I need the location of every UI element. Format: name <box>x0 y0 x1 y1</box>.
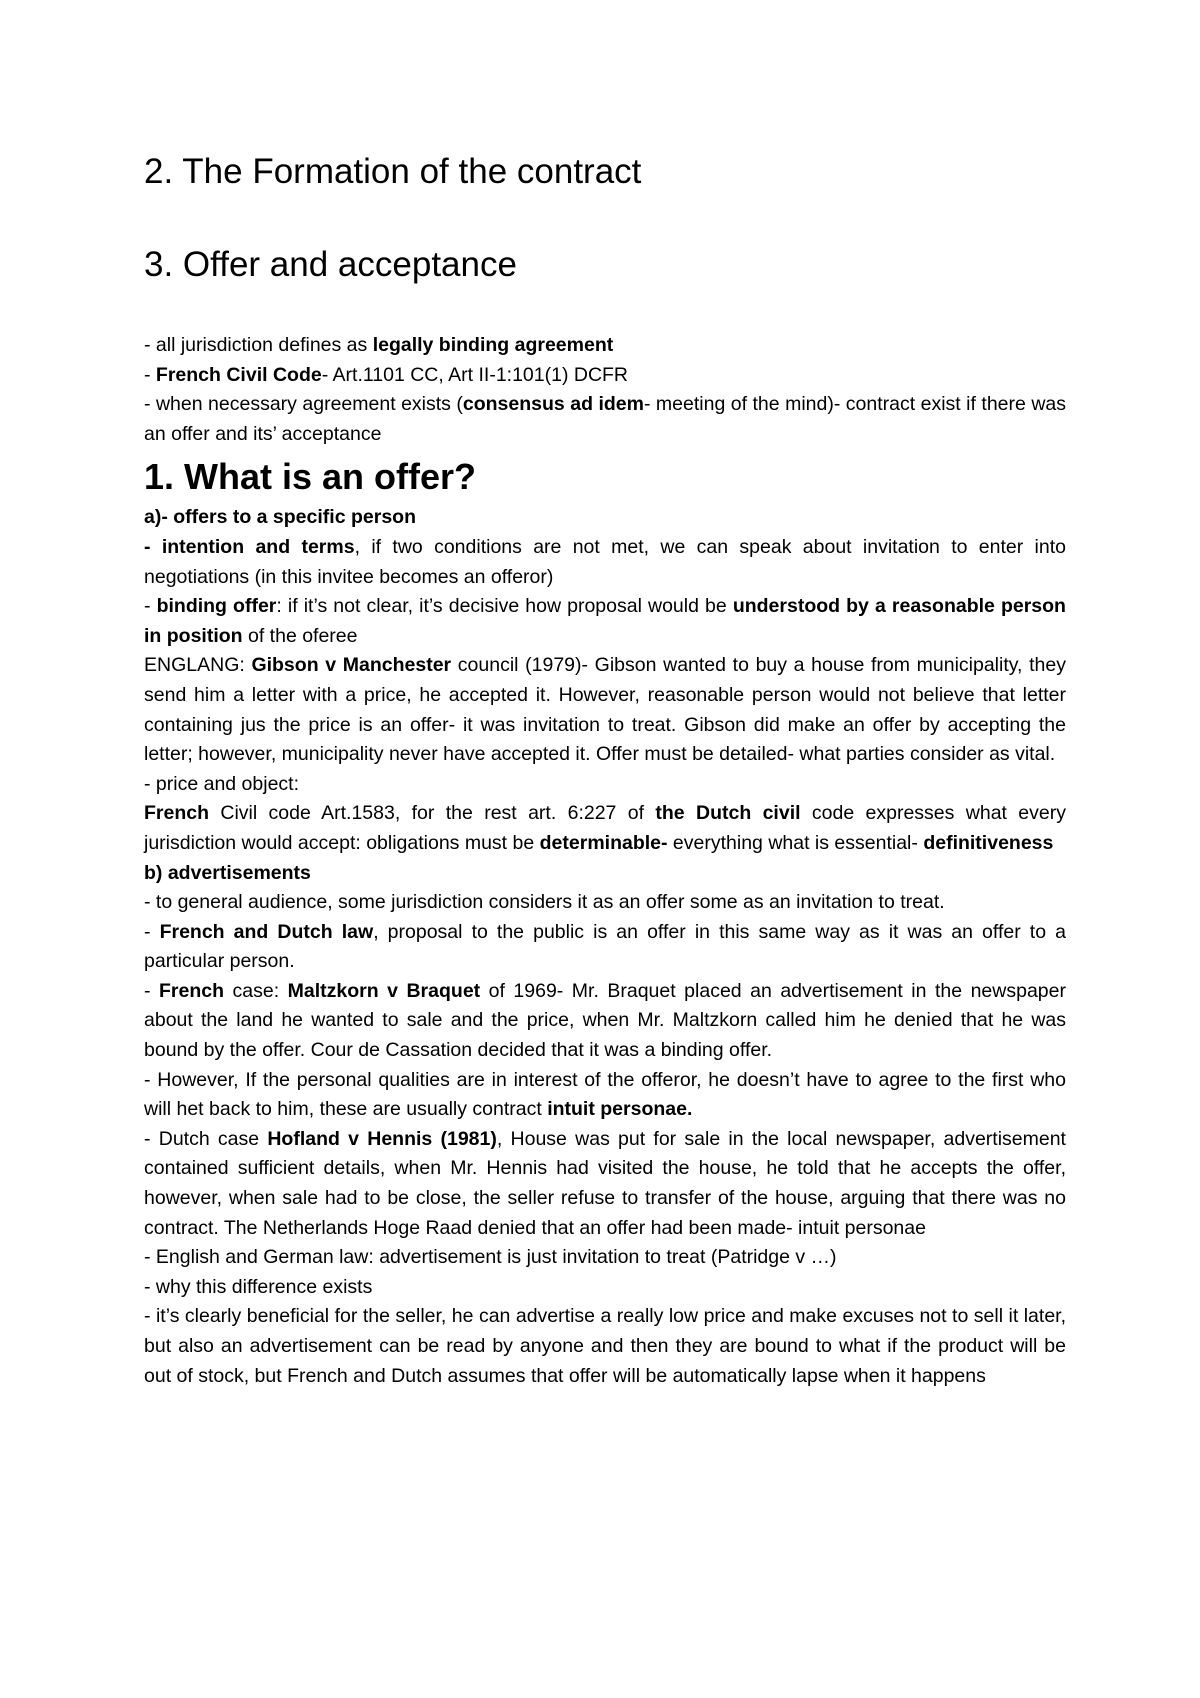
heading-what-is-offer: 1. What is an offer? <box>144 456 477 498</box>
text-run: - However, If the personal qualities are in interest of the offeror, he doesn’t have to agree to the first who will het back to him, these are usually contract <box>144 1068 1066 1121</box>
offer-section-paragraphs <box>144 503 1066 1391</box>
paragraph <box>144 592 1066 651</box>
paragraph <box>144 331 1066 361</box>
text-run: - price and object: <box>144 772 300 795</box>
paragraph <box>144 859 1066 889</box>
text-run: - to general audience, some jurisdiction considers it as an offer some as an invitation to treat. <box>144 891 945 914</box>
bold-text: definitiveness <box>923 831 1054 854</box>
bold-text: French and Dutch law <box>159 920 374 943</box>
document-content <box>144 138 1066 1391</box>
text-run: everything what is essential- <box>667 831 924 854</box>
text-run: council (1979)- Gibson wanted to buy a house from municipality, they send him a letter with a price, he accepted it. However, reasonable person would not believe that letter containing jus the price is an offer- it was invitation to treat. Gibson did make an offer by accepting the letter; however, municipality never have accepted it. Offer must be detailed- what parties consider as vital. <box>144 654 1066 766</box>
paragraph <box>144 918 1066 977</box>
text-run: - all jurisdiction defines as <box>144 334 373 356</box>
bold-text: - intention and terms <box>144 535 355 558</box>
bold-text: French <box>144 802 210 825</box>
text-run: of 1969- Mr. Braquet placed an advertisement in the newspaper about the land he wanted to sale and the price, when Mr. Maltzkorn called him he denied that he was bound by the offer. Cour de Cassation decided that it was a binding offer. <box>144 979 1066 1062</box>
paragraph <box>144 390 1066 449</box>
text-run: , House was put for sale in the local newspaper, advertisement contained sufficient details, when Mr. Hennis had visited the house, he told that he accepts the offer, however, when sale had to be close, the seller refuse to transfer of the house, arguing that there was no contract. The Netherlands Hoge Raad denied that an offer had been made- intuit personae <box>144 1127 1066 1239</box>
text-run: - <box>144 595 157 618</box>
text-run: code expresses what every jurisdiction would accept: obligations must be <box>144 802 1066 854</box>
paragraph <box>144 1125 1066 1243</box>
text-run: of the oferee <box>242 624 358 647</box>
text-run: : if it’s not clear, it’s decisive how proposal would be <box>276 595 733 618</box>
paragraph <box>144 799 1066 858</box>
text-run: - <box>144 920 160 943</box>
bold-text: legally binding agreement <box>372 334 614 356</box>
paragraph <box>144 1066 1066 1125</box>
text-run: - Art.1101 CC, Art II-1:101(1) DCFR <box>321 363 629 386</box>
paragraph <box>144 651 1066 769</box>
bold-text: a)- offers to a specific person <box>144 506 416 529</box>
text-run: - it’s clearly beneficial for the seller, he can advertise a really low price and make excuses not to sell it later, but also an advertisement can be read by anyone and then they are bound to what if the product will be out of stock, but French and Dutch assumes that offer will be automatically lapse when it happens <box>144 1305 1066 1387</box>
bold-text: b) advertisements <box>144 861 311 884</box>
text-run: - <box>144 363 156 386</box>
paragraph <box>144 1302 1066 1391</box>
text-run: , if two conditions are not met, we can speak about invitation to enter into negotiations (in this invitee becomes an offeror) <box>144 535 1066 588</box>
bold-text: binding offer <box>156 595 277 618</box>
text-run: - English and German law: advertisement is just invitation to treat (Patridge v …) <box>144 1246 837 1269</box>
document-body <box>144 331 1066 1391</box>
paragraph <box>144 1243 1066 1273</box>
text-run: case: <box>224 979 288 1002</box>
text-run: , proposal to the public is an offer in this same way as it was an offer to a particular person. <box>144 920 1066 973</box>
paragraph <box>144 1273 1066 1303</box>
bold-text: consensus ad idem <box>462 393 644 416</box>
paragraph <box>144 503 1066 533</box>
text-run: - <box>144 979 159 1002</box>
text-run: - Dutch case <box>144 1127 268 1150</box>
bold-text: Maltzkorn v Braquet <box>287 979 481 1002</box>
text-run: Civil code Art.1583, for the rest art. 6:227 of <box>209 802 656 825</box>
bold-text: the Dutch civil <box>655 802 801 825</box>
bold-text: French <box>159 979 225 1002</box>
heading-offer-acceptance: 3. Offer and acceptance <box>144 245 517 284</box>
paragraph <box>144 770 1066 800</box>
intro-paragraphs <box>144 331 1066 449</box>
bold-text: Hofland v Hennis (1981) <box>267 1127 497 1150</box>
bold-text: understood by a reasonable person in position <box>144 595 1066 647</box>
paragraph <box>144 361 1066 391</box>
text-run: - meeting of the mind)- contract exist if there was an offer and its’ acceptance <box>144 393 1066 445</box>
bold-text: determinable- <box>539 831 668 854</box>
paragraph <box>144 888 1066 918</box>
bold-text: French Civil Code <box>155 363 322 386</box>
text-run: ENGLANG: <box>144 654 252 677</box>
paragraph <box>144 533 1066 592</box>
paragraph <box>144 977 1066 1066</box>
text-run: - why this difference exists <box>144 1275 373 1298</box>
bold-text: intuit personae. <box>547 1098 693 1121</box>
text-run: - when necessary agreement exists ( <box>144 393 463 416</box>
heading-formation: 2. The Formation of the contract <box>144 152 642 191</box>
bold-text: Gibson v Manchester <box>251 654 452 677</box>
